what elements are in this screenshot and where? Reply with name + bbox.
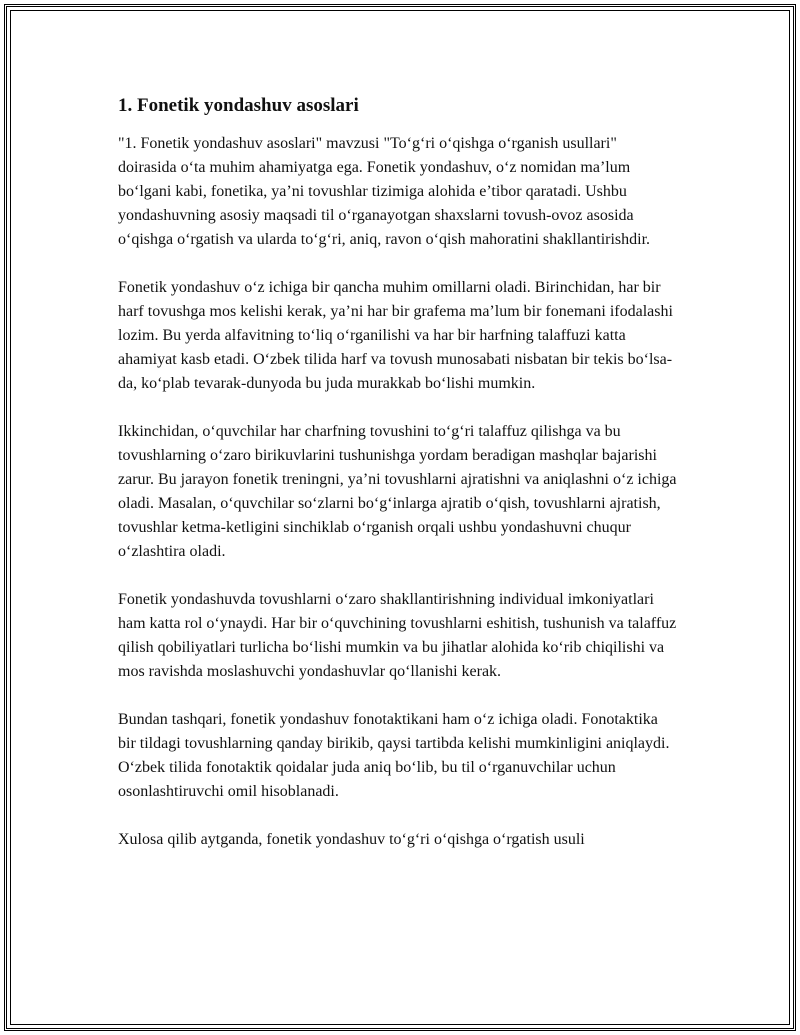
section-heading: 1. Fonetik yondashuv asoslari <box>118 95 359 116</box>
paragraph-individual: Fonetik yondashuvda tovushlarni o‘zaro shakllantirishning individual imkoniyatlari ham katta rol o‘ynaydi. Har bir o‘quvchining tovushlarni eshitish, tushunish va talaffuz qilish qobiliyatlari turlicha bo‘lishi mumkin va bu jihatlar alohida ko‘rib chiqilishi va mos ravishda moslashuvchi yondashuvlar qo‘llanishi kerak. <box>118 591 677 680</box>
paragraph-intro: "1. Fonetik yondashuv asoslari" mavzusi "To‘g‘ri o‘qishga o‘rganish usullari" doirasida o‘ta muhim ahamiyatga ega. Fonetik yondashuv, o‘z nomidan ma’lum bo‘lgani kabi, fonetika, ya’ni tovushlar tizimiga alohida e’tibor qaratadi. Ushbu yondashuvning asosiy maqsadi til o‘rganayotgan shaxslarni tovush-ovoz asosida o‘qishga o‘rgatish va ularda to‘g‘ri, aniq, ravon o‘qish mahoratini shakllantirishdir. <box>118 135 651 248</box>
document-body <box>118 92 678 876</box>
paragraph-first-point: Fonetik yondashuv o‘z ichiga bir qancha muhim omillarni oladi. Birinchidan, har bir harf tovushga mos kelishi kerak, ya’ni har bir grafema ma’lum bir fonemani ifodalashi lozim. Bu yerda alfavitning to‘liq o‘rganilishi va har bir harfning talaffuzi katta ahamiyat kasb etadi. O‘zbek tilida harf va tovush munosabati nisbatan bir tekis bo‘lsa-da, ko‘plab tevarak-dunyoda bu juda murakkab bo‘lishi mumkin. <box>118 279 673 392</box>
paragraph-phonotactics: Bundan tashqari, fonetik yondashuv fonotaktikani ham o‘z ichiga oladi. Fonotaktika bir tildagi tovushlarning qanday birikib, qaysi tartibda kelishi mumkinligini aniqlaydi. O‘zbek tilida fonotaktik qoidalar juda aniq bo‘lib, bu til o‘rganuvchilar uchun osonlashtiruvchi omil hisoblanadi. <box>118 711 670 800</box>
paragraph-second-point: Ikkinchidan, o‘quvchilar har charfning tovushini to‘g‘ri talaffuz qilishga va bu tovushlarning o‘zaro birikuvlarini tushunishga yordam beradigan mashqlar bajarishi zarur. Bu jarayon fonetik treningni, ya’ni tovushlarni ajratishni va aniqlashni o‘z ichiga oladi. Masalan, o‘quvchilar so‘zlarni bo‘g‘inlarga ajratib o‘qish, tovushlarni ajratish, tovushlar ketma-ketligini sinchiklab o‘rganish orqali ushbu yondashuvni chuqur o‘zlashtira oladi. <box>118 423 677 560</box>
paragraph-conclusion: Xulosa qilib aytganda, fonetik yondashuv to‘g‘ri o‘qishga o‘rgatish usuli <box>118 831 585 848</box>
